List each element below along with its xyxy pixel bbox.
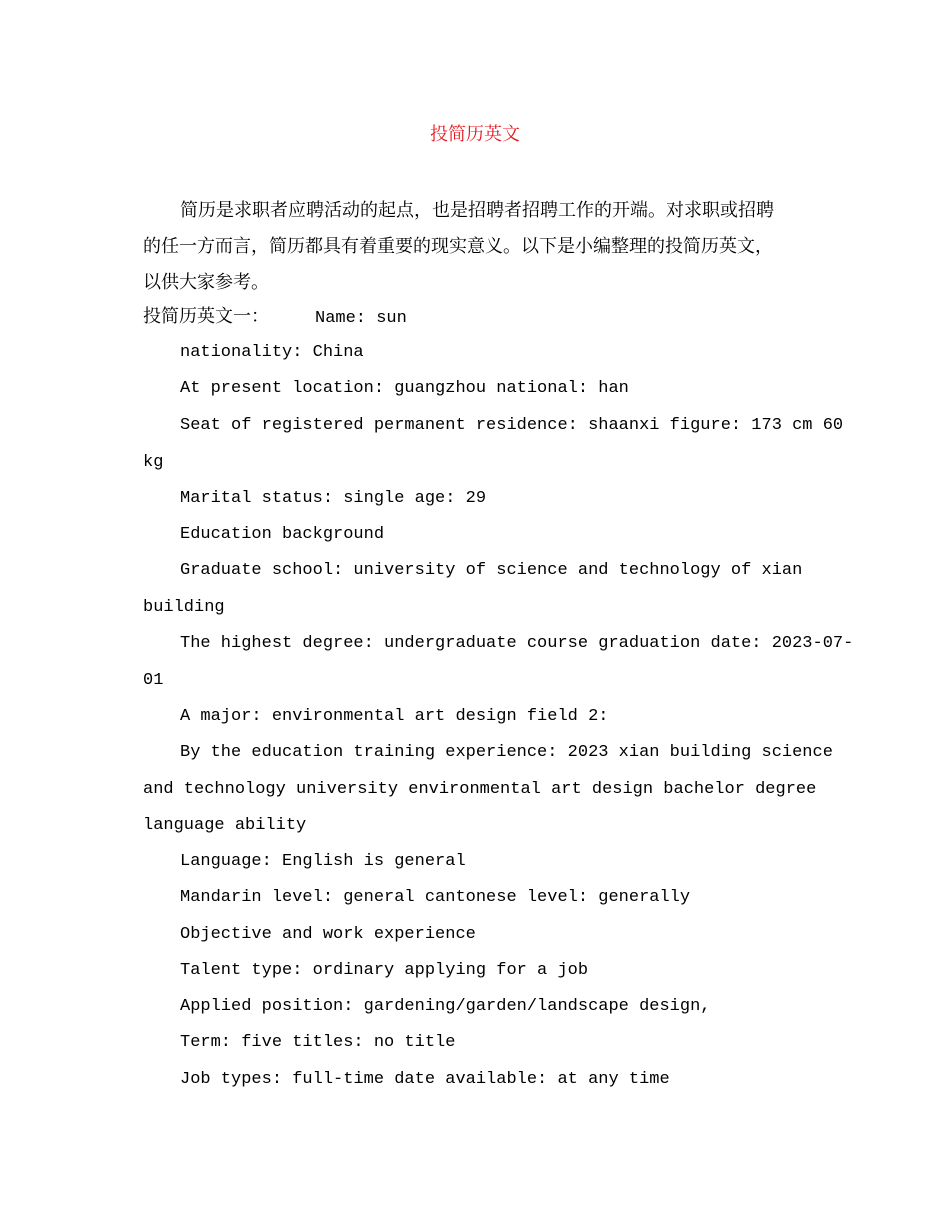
intro-line-2: 的任一方而言，简历都具有着重要的现实意义。以下是小编整理的投简历英文， [143,236,773,257]
field-location: At present location: guangzhou national: han [180,379,629,398]
field-mandarin: Mandarin level: general cantonese level: generally [180,888,691,907]
field-job-types: Job types: full-time date available: at any time [180,1070,670,1089]
field-school: Graduate school: university of science and technology of xian [180,561,803,580]
intro-line-1: 简历是求职者应聘活动的起点，也是招聘者招聘工作的开端。对求职或招聘 [180,200,774,221]
field-degree: The highest degree: undergraduate course graduation date: 2023-07- [180,634,854,653]
field-position: Applied position: gardening/garden/landscape design, [180,997,711,1016]
education-heading: Education background [180,525,385,544]
field-residence-cont: kg [143,453,164,472]
section-label-line [143,306,407,330]
field-talent: Talent type: ordinary applying for a job [180,961,589,980]
document-title: 投简历英文 [430,124,520,145]
field-training-cont-2: language ability [143,816,307,835]
objective-heading: Objective and work experience [180,925,476,944]
field-training: By the education training experience: 2023 xian building science [180,743,833,762]
field-name: Name: sun [315,309,407,328]
field-school-cont: building [143,598,225,617]
field-term: Term: five titles: no title [180,1033,456,1052]
field-nationality: nationality: China [180,343,364,362]
intro-line-3: 以供大家参考。 [143,272,269,293]
field-degree-cont: 01 [143,671,164,690]
field-residence: Seat of registered permanent residence: shaanxi figure: 173 cm 60 [180,416,844,435]
field-major: A major: environmental art design field 2: [180,707,609,726]
section-label: 投简历英文一： [143,306,269,327]
field-language: Language: English is general [180,852,466,871]
field-training-cont: and technology university environmental art design bachelor degree [143,780,817,799]
field-marital: Marital status: single age: 29 [180,489,487,508]
